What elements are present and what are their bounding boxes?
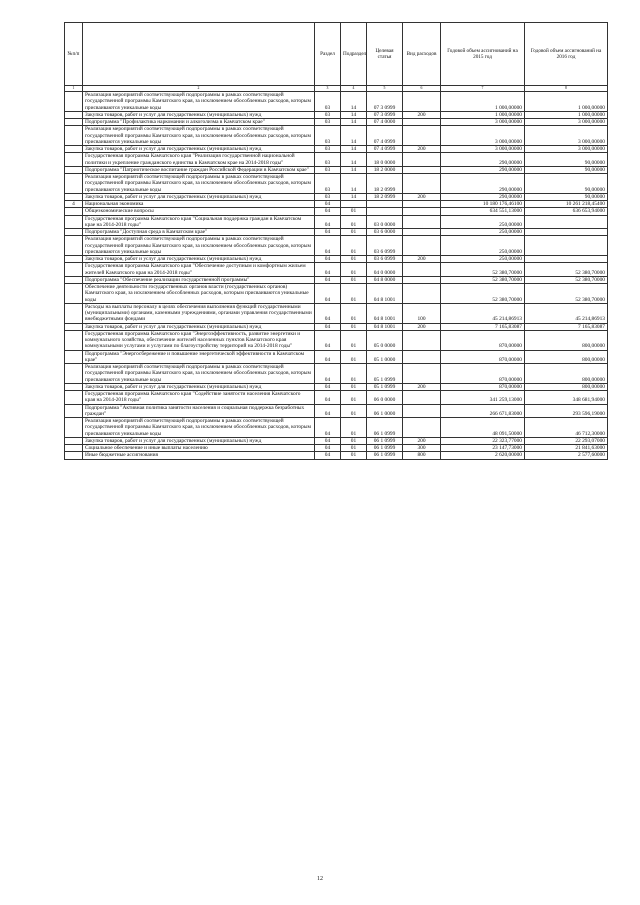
table-row [65,263,608,277]
row-number [65,208,83,215]
row-target-article: 07 3 0999 [367,111,403,118]
row-target-article: 03 0 0000 [367,215,403,229]
row-subsection: 14 [341,146,367,153]
row-number [65,215,83,229]
row-name: Подпрограмма "Профилактика наркомании и алкоголизма в Камчатском крае" [83,119,315,126]
row-expense-type [403,418,441,438]
row-number [65,364,83,384]
row-number: 4 [65,201,83,208]
row-amount-2016: 46 712,30000 [525,418,608,438]
row-number [65,256,83,263]
row-target-article: 18 0 0000 [367,153,403,167]
table-row [65,383,608,390]
row-amount-2016: 293 596,19000 [525,404,608,418]
row-expense-type [403,391,441,405]
table-row [65,391,608,405]
row-amount-2015: 870,00000 [441,383,525,390]
row-expense-type: 300 [403,445,441,452]
row-amount-2016: 90,00000 [525,166,608,173]
row-amount-2015: 45 214,86913 [441,303,525,323]
column-number: 4 [341,86,367,92]
row-number [65,126,83,146]
row-number [65,350,83,364]
row-subsection: 01 [341,323,367,330]
page-number: 12 [317,876,323,882]
row-section: 04 [315,330,341,350]
row-expense-type [403,92,441,112]
row-target-article: 07 3 0999 [367,92,403,112]
row-subsection: 01 [341,263,367,277]
row-subsection: 14 [341,166,367,173]
table-row [65,193,608,200]
row-amount-2015: 870,00000 [441,364,525,384]
table-row [65,276,608,283]
row-name: Закупка товаров, работ и услуг для государственных (муниципальных) нужд [83,256,315,263]
row-expense-type [403,284,441,304]
row-subsection: 01 [341,445,367,452]
header-section: Раздел [315,23,341,86]
header-subsection: Подраздел [341,23,367,86]
row-number [65,263,83,277]
table-row [65,350,608,364]
row-number [65,153,83,167]
row-name: Закупка товаров, работ и услуг для государственных (муниципальных) нужд [83,323,315,330]
row-subsection: 01 [341,229,367,236]
row-target-article: 06 1 0999 [367,445,403,452]
row-amount-2015: 290,00000 [441,166,525,173]
row-target-article: 05 1 0999 [367,383,403,390]
table-body [65,92,608,460]
row-subsection: 01 [341,303,367,323]
row-name: Национальная экономика [83,201,315,208]
row-section: 03 [315,146,341,153]
row-section: 04 [315,215,341,229]
row-amount-2015: 266 671,83000 [441,404,525,418]
row-subsection [341,201,367,208]
row-amount-2015: 23 147,73000 [441,445,525,452]
row-name: Закупка товаров, работ и услуг для государственных (муниципальных) нужд [83,193,315,200]
row-name: Реализация мероприятий соответствующей подпрограммы в рамках соответствующей государственной программы Камчатского края, за исключением обособленных расходов, которым присваиваются уникальные коды [83,126,315,146]
row-subsection: 01 [341,330,367,350]
row-number [65,418,83,438]
row-number [65,404,83,418]
row-number [65,445,83,452]
row-name: Расходы на выплаты персоналу в целях обеспечения выполнения функций государственными (муниципальными) органами, казенными учреждениями, органами управления государственными внебюджетными фондами [83,303,315,323]
row-subsection: 14 [341,153,367,167]
row-number [65,236,83,256]
row-name: Государственная программа Камчатского края "Энергоэффективность, развитие энергетики и коммунального хозяйства, обеспечение жителей населенных пунктов Камчатского края коммунальными услугами и услугами по благоустройству территорий на 2014-2018 годы" [83,330,315,350]
row-name: Подпрограмма "Энергосбережение и повышение энергетической эффективности в Камчатском крае" [83,350,315,364]
row-target-article: 07 4 0999 [367,126,403,146]
row-section: 04 [315,208,341,215]
row-section: 04 [315,445,341,452]
row-amount-2016: 3 000,00000 [525,146,608,153]
row-expense-type [403,201,441,208]
row-number [65,146,83,153]
row-expense-type [403,330,441,350]
row-target-article: 05 0 0000 [367,330,403,350]
row-amount-2015: 250,00000 [441,215,525,229]
row-amount-2015: 52 380,70000 [441,284,525,304]
row-name: Реализация мероприятий соответствующей подпрограммы в рамках соответствующей государственной программы Камчатского края, за исключением обособленных расходов, которым присваиваются уникальные коды [83,236,315,256]
row-amount-2015: 250,00000 [441,229,525,236]
row-subsection: 01 [341,236,367,256]
row-amount-2015: 250,00000 [441,256,525,263]
row-amount-2016: 1 000,00000 [525,111,608,118]
row-section: 04 [315,284,341,304]
row-expense-type: 200 [403,146,441,153]
row-amount-2016: 800,00000 [525,383,608,390]
row-expense-type [403,174,441,194]
row-amount-2016: 800,00000 [525,330,608,350]
row-expense-type: 200 [403,437,441,444]
row-expense-type [403,229,441,236]
row-subsection: 14 [341,126,367,146]
row-name: Общеэкономические вопросы [83,208,315,215]
row-expense-type: 200 [403,111,441,118]
row-amount-2015: 290,00000 [441,193,525,200]
row-section: 03 [315,126,341,146]
row-section: 04 [315,418,341,438]
row-section: 04 [315,391,341,405]
row-amount-2016: 7 165,83087 [525,323,608,330]
row-number [65,92,83,112]
row-target-article: 04 8 1001 [367,284,403,304]
row-expense-type [403,276,441,283]
row-section: 04 [315,263,341,277]
table-row [65,215,608,229]
row-amount-2016: 800,00000 [525,364,608,384]
row-subsection: 01 [341,383,367,390]
row-target-article [367,201,403,208]
row-name: Социальное обеспечение и иные выплаты населению [83,445,315,452]
row-amount-2016: 1 000,00000 [525,92,608,112]
row-subsection: 01 [341,437,367,444]
row-amount-2016 [525,215,608,229]
row-target-article: 07 4 0999 [367,146,403,153]
row-name: Подпрограмма "Патриотическое воспитание граждан Российской Федерации в Камчатском крае" [83,166,315,173]
row-number [65,174,83,194]
row-name: Реализация мероприятий соответствующей подпрограммы в рамках соответствующей государственной программы Камчатского края, за исключением обособленных расходов, которым присваиваются уникальные коды [83,364,315,384]
row-section: 04 [315,256,341,263]
row-name: Государственная программа Камчатского края "Реализация государственной национальной политики и укрепление гражданского единства в Камчатском крае на 2014-2018 годы" [83,153,315,167]
row-number [65,391,83,405]
row-name: Подпрограмма "Активная политика занятости населения и социальная поддержка безработных граждан" [83,404,315,418]
row-expense-type [403,263,441,277]
row-subsection: 01 [341,391,367,405]
row-section: 03 [315,153,341,167]
row-section: 04 [315,437,341,444]
row-target-article: 03 6 0000 [367,229,403,236]
table-row [65,229,608,236]
row-amount-2015: 3 000,00000 [441,126,525,146]
row-name: Подпрограмма "Обеспечение реализации государственной программы" [83,276,315,283]
row-number [65,111,83,118]
table-row [65,256,608,263]
row-expense-type [403,364,441,384]
header-expense-type: Вид расходов [403,23,441,86]
row-amount-2015: 1 000,00000 [441,92,525,112]
row-section: 04 [315,201,341,208]
row-expense-type: 200 [403,323,441,330]
row-amount-2016: 636 653,94000 [525,208,608,215]
row-section: 03 [315,193,341,200]
row-section: 04 [315,383,341,390]
row-target-article: 04 8 1001 [367,323,403,330]
table-row [65,236,608,256]
row-subsection: 14 [341,119,367,126]
table-row [65,418,608,438]
row-number [65,303,83,323]
row-amount-2015: 2 620,00000 [441,452,525,459]
row-target-article: 05 1 0000 [367,350,403,364]
row-amount-2015: 870,00000 [441,330,525,350]
row-expense-type [403,350,441,364]
row-subsection: 14 [341,111,367,118]
column-number: 7 [441,86,525,92]
row-name: Реализация мероприятий соответствующей подпрограммы в рамках соответствующей государственной программы Камчатского края, за исключением обособленных расходов, которым присваиваются уникальные коды [83,92,315,112]
row-subsection: 01 [341,284,367,304]
row-expense-type [403,236,441,256]
row-section: 03 [315,119,341,126]
row-target-article: 04 0 0000 [367,263,403,277]
row-section: 04 [315,404,341,418]
row-target-article: 18 2 0999 [367,193,403,200]
row-amount-2016: 90,00000 [525,174,608,194]
row-expense-type: 200 [403,383,441,390]
row-number [65,383,83,390]
table-row [65,404,608,418]
row-amount-2015: 341 259,13000 [441,391,525,405]
row-amount-2015: 870,00000 [441,350,525,364]
row-target-article: 04 8 1001 [367,303,403,323]
row-amount-2016: 10 261 218,45400 [525,201,608,208]
row-expense-type [403,208,441,215]
row-name: Закупка товаров, работ и услуг для государственных (муниципальных) нужд [83,146,315,153]
row-name: Закупка товаров, работ и услуг для государственных (муниципальных) нужд [83,383,315,390]
row-name: Обеспечение деятельности государственных органов власти (государственных органов) Камчатского края, за исключением обособленных расходов, которым присваиваются уникальные коды [83,284,315,304]
row-subsection: 01 [341,418,367,438]
row-name: Закупка товаров, работ и услуг для государственных (муниципальных) нужд [83,437,315,444]
row-amount-2016: 3 000,00000 [525,119,608,126]
header-name [83,23,315,86]
row-name: Государственная программа Камчатского края "Содействие занятости населения Камчатского края на 2014-2018 годы" [83,391,315,405]
table-row [65,303,608,323]
row-target-article: 06 1 0999 [367,418,403,438]
row-name: Иные бюджетные ассигнования [83,452,315,459]
row-target-article [367,208,403,215]
row-target-article: 18 2 0000 [367,166,403,173]
row-subsection: 01 [341,452,367,459]
row-expense-type [403,119,441,126]
row-number [65,452,83,459]
row-amount-2015: 250,00000 [441,236,525,256]
row-amount-2015: 290,00000 [441,153,525,167]
header-annual-2015: Годовой объем ассигнований на 2015 год [441,23,525,86]
row-section: 04 [315,303,341,323]
row-number [65,166,83,173]
row-amount-2015: 3 000,00000 [441,146,525,153]
row-amount-2015: 22 323,77000 [441,437,525,444]
row-amount-2015: 7 165,83087 [441,323,525,330]
row-amount-2015: 52 380,70000 [441,263,525,277]
row-amount-2016: 90,00000 [525,193,608,200]
row-number [65,119,83,126]
row-amount-2015: 634 551,13000 [441,208,525,215]
row-number [65,229,83,236]
row-section: 04 [315,364,341,384]
row-expense-type [403,404,441,418]
row-section: 04 [315,276,341,283]
row-name: Закупка товаров, работ и услуг для государственных (муниципальных) нужд [83,111,315,118]
row-target-article: 03 6 0999 [367,256,403,263]
row-target-article: 06 1 0999 [367,452,403,459]
row-amount-2015: 48 091,50000 [441,418,525,438]
header-annual-2016: Годовой объем ассигнований на 2016 год [525,23,608,86]
row-section: 03 [315,111,341,118]
table-row [65,166,608,173]
column-number: 2 [83,86,315,92]
row-subsection: 01 [341,350,367,364]
row-subsection: 14 [341,174,367,194]
row-target-article: 06 1 0999 [367,437,403,444]
row-expense-type: 200 [403,256,441,263]
budget-table [64,22,608,460]
row-target-article: 18 2 0999 [367,174,403,194]
row-target-article: 07 4 0000 [367,119,403,126]
column-number: 3 [315,86,341,92]
row-target-article: 05 1 0999 [367,364,403,384]
row-number [65,330,83,350]
row-expense-type [403,215,441,229]
table-row [65,330,608,350]
table-row [65,445,608,452]
row-target-article: 06 1 0000 [367,404,403,418]
table-header-row [65,23,608,86]
table-row [65,452,608,459]
row-subsection: 01 [341,276,367,283]
row-expense-type [403,166,441,173]
row-expense-type: 200 [403,193,441,200]
row-name: Государственная программа Камчатского края "Социальная поддержка граждан в Камчатском крае на 2014-2018 годы" [83,215,315,229]
row-amount-2016 [525,256,608,263]
row-section: 04 [315,323,341,330]
row-amount-2016: 52 380,70000 [525,263,608,277]
row-amount-2016: 45 214,86913 [525,303,608,323]
table-row [65,111,608,118]
row-target-article: 04 8 0000 [367,276,403,283]
table-row [65,174,608,194]
row-section: 04 [315,452,341,459]
column-number: 6 [403,86,441,92]
column-number: 5 [367,86,403,92]
row-number [65,193,83,200]
row-amount-2016: 21 841,63000 [525,445,608,452]
row-expense-type [403,126,441,146]
row-amount-2016 [525,229,608,236]
column-number: 8 [525,86,608,92]
table-row [65,437,608,444]
row-number [65,437,83,444]
table-row [65,208,608,215]
row-amount-2015: 1 000,00000 [441,111,525,118]
table-row [65,153,608,167]
row-subsection: 01 [341,215,367,229]
row-subsection: 14 [341,193,367,200]
row-amount-2015: 52 380,70000 [441,276,525,283]
row-section: 03 [315,166,341,173]
row-number [65,284,83,304]
row-amount-2015: 10 180 176,46100 [441,201,525,208]
row-amount-2016: 2 577,60000 [525,452,608,459]
row-target-article: 06 0 0000 [367,391,403,405]
row-amount-2015: 290,00000 [441,174,525,194]
row-name: Подпрограмма "Доступная среда в Камчатском крае" [83,229,315,236]
row-amount-2016 [525,236,608,256]
row-section: 04 [315,236,341,256]
row-expense-type [403,153,441,167]
row-section: 04 [315,350,341,364]
table-row [65,284,608,304]
table-row [65,146,608,153]
table-row [65,364,608,384]
row-amount-2016: 22 293,07000 [525,437,608,444]
table-row [65,119,608,126]
row-amount-2016: 348 681,94000 [525,391,608,405]
row-subsection: 01 [341,208,367,215]
row-number [65,323,83,330]
row-section: 03 [315,174,341,194]
row-amount-2016: 3 000,00000 [525,126,608,146]
row-amount-2016: 800,00000 [525,350,608,364]
row-subsection: 01 [341,256,367,263]
header-target-article: Целевая статья [367,23,403,86]
row-section: 04 [315,229,341,236]
table-row [65,126,608,146]
row-name: Государственная программа Камчатского края "Обеспечение доступным и комфортным жильем жителей Камчатского края на 2014-2018 годы" [83,263,315,277]
row-subsection: 01 [341,364,367,384]
header-no: №п/п [65,23,83,86]
row-section: 03 [315,92,341,112]
row-amount-2015: 3 000,00000 [441,119,525,126]
table-row [65,323,608,330]
row-expense-type: 800 [403,452,441,459]
row-name: Реализация мероприятий соответствующей подпрограммы в рамках соответствующей государственной программы Камчатского края, за исключением обособленных расходов, которым присваиваются уникальные коды [83,418,315,438]
row-amount-2016: 90,00000 [525,153,608,167]
table-row [65,92,608,112]
table-row [65,201,608,208]
row-subsection: 01 [341,404,367,418]
row-amount-2016: 52 380,70000 [525,284,608,304]
column-number: 1 [65,86,83,92]
row-target-article: 03 6 0999 [367,236,403,256]
row-amount-2016: 52 380,70000 [525,276,608,283]
row-name: Реализация мероприятий соответствующей подпрограммы в рамках соответствующей государственной программы Камчатского края, за исключением обособленных расходов, которым присваиваются уникальные коды [83,174,315,194]
row-expense-type: 100 [403,303,441,323]
row-subsection: 14 [341,92,367,112]
row-number [65,276,83,283]
